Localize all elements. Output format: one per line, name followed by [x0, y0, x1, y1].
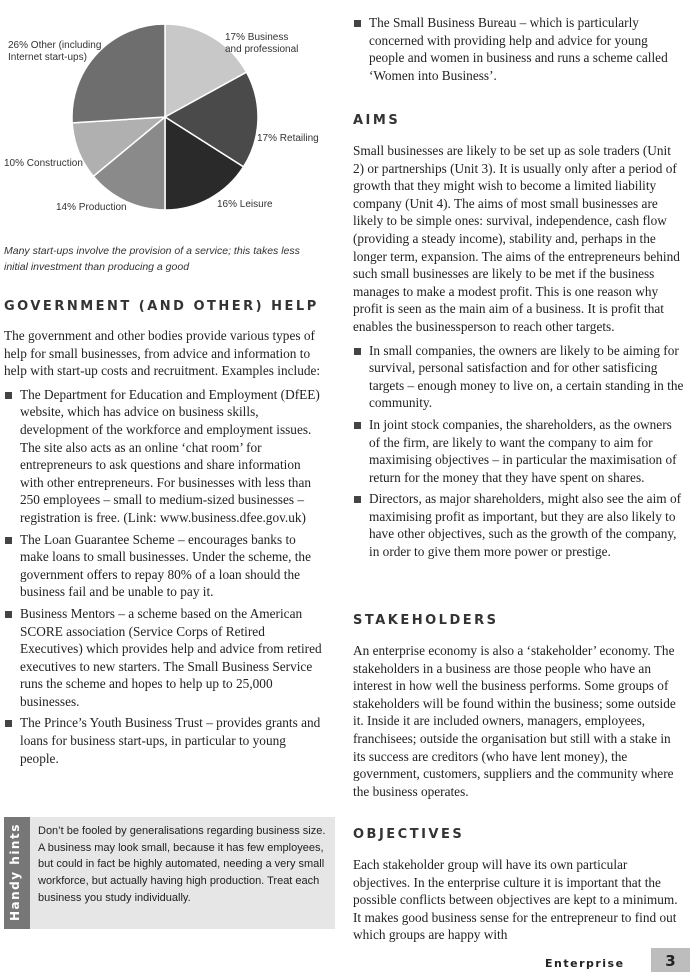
government-list-continued: [353, 14, 685, 88]
government-item-dfee: [4, 386, 326, 527]
pie-label-leisure: 16% Leisure: [217, 199, 273, 210]
objectives-body: Each stakeholder group will have its own particular objectives. In the enterprise culture it is important that the possible conflicts between objectives are kept to a minimum. It makes good business sense for the entrepreneur to find out which groups are happy with: [353, 857, 678, 943]
government-item-mentors: [4, 605, 326, 711]
government-section: [4, 298, 326, 771]
objectives-heading: OBJECTIVES: [353, 827, 465, 842]
handy-hints-tab-label: Handy hints: [8, 823, 22, 921]
government-item-text: The Prince’s Youth Business Trust – provides grants and loans for business start-ups, in particular to young people.: [20, 715, 321, 766]
pie-label-business-line1: 17% Business: [225, 32, 289, 43]
pie-chart: [4, 22, 326, 222]
bullet-square: [354, 422, 361, 429]
bullet-square: [5, 611, 12, 618]
aims-section: [353, 112, 685, 565]
aims-list: [353, 342, 685, 561]
government-heading: GOVERNMENT (AND OTHER) HELP: [4, 299, 319, 314]
pie-label-other: [8, 40, 101, 64]
government-item-text: The Small Business Bureau – which is particularly concerned with providing help and advice for young people and women in business and runs a scheme called ‘Women into Business’.: [369, 15, 668, 83]
bullet-square: [354, 496, 361, 503]
aims-item-text: Directors, as major shareholders, might also see the aim of maximising profit as important, but they are also likely to have other objectives, such as the growth of the company, in order to give them more power or prestige.: [369, 491, 682, 560]
aims-item-directors: [353, 490, 685, 560]
bullet-square: [5, 392, 12, 399]
government-item-sbb: [353, 14, 685, 84]
pie-caption: Many start-ups involve the provision of a service; this takes less initial investment than producing a good: [4, 245, 300, 273]
stakeholders-section: [353, 612, 685, 800]
handy-hints-text: Don’t be fooled by generalisations regarding business size. A business may look small, because it has few employees, but could in fact be highly automated, needing a very small workforce, but actually having high production. Treat each business you study individually.: [38, 825, 326, 904]
government-item-princes-trust: [4, 714, 326, 767]
government-item-text: The Department for Education and Employment (DfEE) website, which has advice on business skills, development of the workforce and employment issues. The site also acts as an online ‘chat room’ for entrepreneurs to ask questions and share information with other entrepreneurs. For businesses with less than 250 employees – small to medium-sized businesses – registration is free. (Link: www.business.dfee.gov.uk): [20, 386, 320, 525]
pie-label-construction: 10% Construction: [4, 158, 83, 169]
aims-body: Small businesses are likely to be set up as sole traders (Unit 2) or partnerships (Unit 3). It is usually only after a period of growth that they might wish to become a limited liability company (Unit 4). The aims of most small businesses are likely to be simple ones: survival, independence, cash flow (providing a steady income), stability and, perhaps in the longer term, expansion. The aims of the entrepreneurs behind such small businesses are likely to be met if the business manages to make a modest profit. This is one reason why profit is seen as the main aim of a business. It is profit that enables the businessperson to reach other targets.: [353, 143, 680, 334]
government-item-text: Business Mentors – a scheme based on the American SCORE association (Service Corps of Retired Executives) which provides help and advice from retired executives to new starters. The Small Business Service runs the scheme and hopes to help up to 25,000 businesses.: [20, 605, 322, 709]
bullet-square: [5, 537, 12, 544]
government-list: [4, 386, 326, 767]
pie-label-business: [225, 32, 298, 56]
handy-hints-box: [4, 817, 335, 929]
page-number: 3: [651, 948, 690, 972]
aims-item-joint-stock: [353, 416, 685, 486]
stakeholders-body: An enterprise economy is also a ‘stakeholder’ economy. The stakeholders in a business are those people who have an interest in how well the business performs. Some groups of stakeholders will be found within the business; some outside it. Inside it are included owners, managers, employees, franchisees; outside the organisation but still with a stake in its success are creditors (who have lent money), the government, customers, suppliers and the community where the business operates.: [353, 643, 676, 799]
aims-item-small-companies: [353, 342, 685, 412]
pie-label-other-line1: 26% Other (including: [8, 40, 102, 51]
pie-slice-other: [72, 24, 165, 123]
bullet-square: [354, 20, 361, 27]
stakeholders-heading: STAKEHOLDERS: [353, 613, 499, 628]
pie-label-other-line2: Internet start-ups): [8, 52, 87, 63]
aims-item-text: In small companies, the owners are likely to be aiming for survival, personal satisfaction and for other satisficing targets – enough money to live on, a certain standing in the community.: [369, 342, 684, 411]
pie-label-retailing: 17% Retailing: [257, 133, 319, 144]
bullet-square: [5, 720, 12, 727]
pie-label-production: 14% Production: [56, 202, 127, 213]
aims-heading: AIMS: [353, 113, 401, 128]
aims-item-text: In joint stock companies, the shareholders, as the owners of the firm, are likely to want the company to aim for maximising objectives – in particular the maximisation of return for the money that they have spent on shares.: [369, 416, 677, 485]
government-item-loan: [4, 531, 326, 601]
footer-section-label: Enterprise: [545, 957, 625, 970]
objectives-section: [353, 826, 685, 944]
government-intro: The government and other bodies provide various types of help for small businesses, from advice and information to help with start-up costs and recruitment. Examples include:: [4, 328, 321, 379]
handy-hints-tab: [4, 817, 30, 929]
bullet-square: [354, 348, 361, 355]
government-item-text: The Loan Guarantee Scheme – encourages banks to make loans to small businesses. Under the scheme, the government offers to repay 80% of a loan should the business fail and be unable to pay it.: [20, 531, 311, 600]
pie-label-business-line2: and professional: [225, 44, 299, 55]
